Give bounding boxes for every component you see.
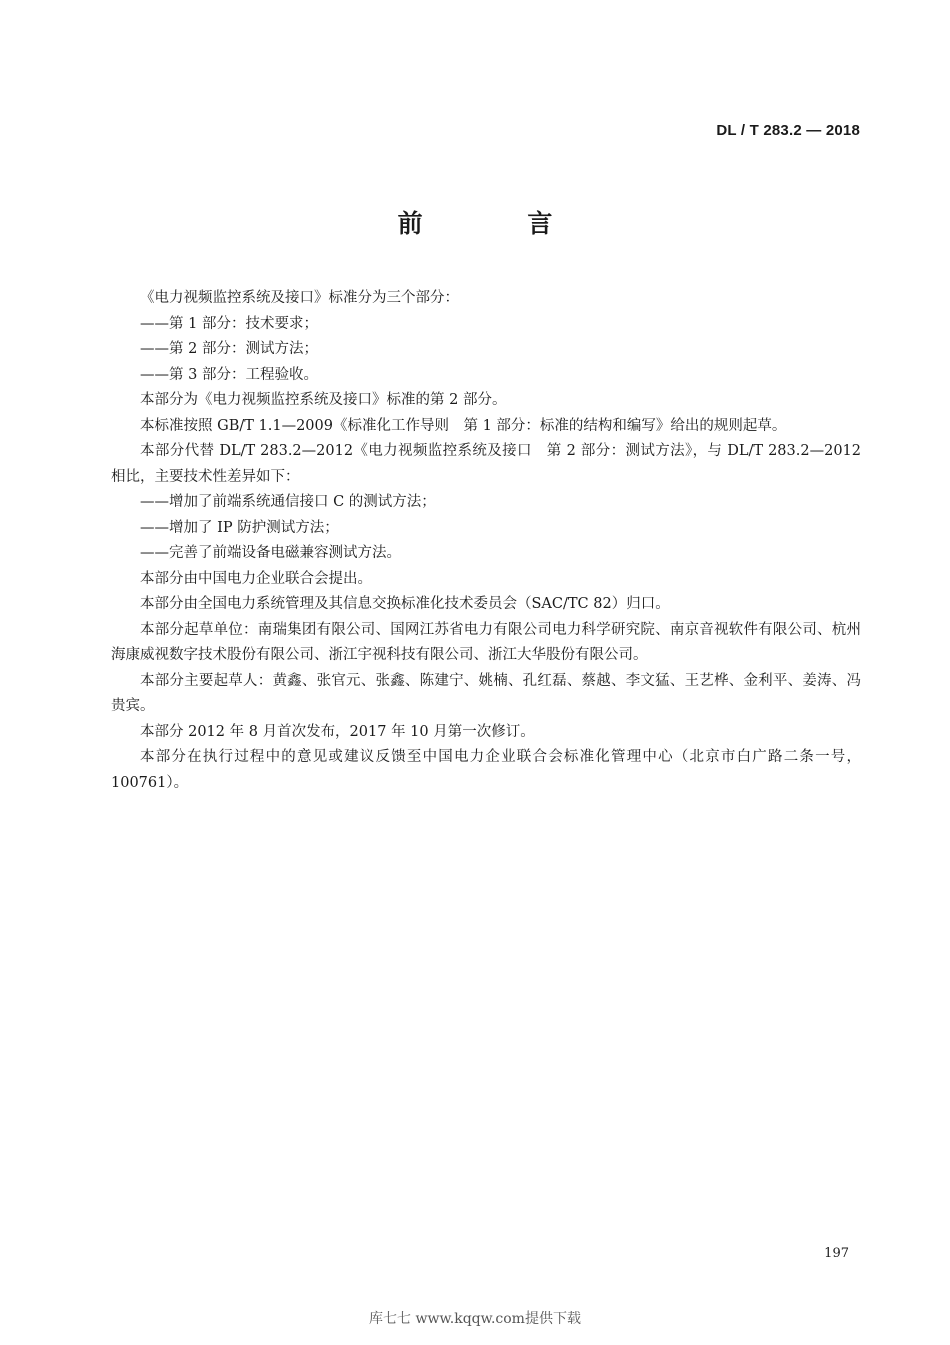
foreword-body <box>111 286 861 796</box>
paragraph: 本部分由全国电力系统管理及其信息交换标准化技术委员会（SAC/TC 82）归口。 <box>140 596 670 612</box>
paragraph: 本部分在执行过程中的意见或建议反馈至中国电力企业联合会标准化管理中心（北京市白广路二条一号，100761）。 <box>111 749 861 791</box>
list-item: ——第 2 部分：测试方法； <box>140 341 318 357</box>
list-item: ——第 1 部分：技术要求； <box>140 315 318 332</box>
paragraph: 本部分由中国电力企业联合会提出。 <box>140 570 372 587</box>
list-item: ——增加了前端系统通信接口 C 的测试方法； <box>140 494 436 510</box>
paragraph: 本部分 2012 年 8 月首次发布，2017 年 10 月第一次修订。 <box>140 723 535 740</box>
page-number: 197 <box>824 1246 849 1261</box>
paragraph: 本部分主要起草人：黄鑫、张官元、张鑫、陈建宁、姚楠、孔红磊、蔡越、李文猛、王艺桦、金利平、姜涛、冯贵宾。 <box>111 672 861 714</box>
list-item: ——增加了 IP 防护测试方法； <box>140 519 339 536</box>
list-item: ——完善了前端设备电磁兼容测试方法。 <box>140 545 401 561</box>
paragraph: 本部分代替 DL/T 283.2—2012《电力视频监控系统及接口 第 2 部分：测试方法》，与 DL/T 283.2—2012 相比，主要技术性差异如下： <box>111 443 861 485</box>
page-title: 前 言 <box>397 209 601 238</box>
paragraph: 本部分起草单位：南瑞集团有限公司、国网江苏省电力有限公司电力科学研究院、南京音视软件有限公司、杭州海康威视数字技术股份有限公司、浙江宇视科技有限公司、浙江大华股份有限公司。 <box>111 621 861 663</box>
list-item: ——第 3 部分：工程验收。 <box>140 366 318 383</box>
paragraph: 《电力视频监控系统及接口》标准分为三个部分： <box>140 290 459 306</box>
paragraph: 本部分为《电力视频监控系统及接口》标准的第 2 部分。 <box>140 392 507 408</box>
paragraph: 本标准按照 GB/T 1.1—2009《标准化工作导则 第 1 部分：标准的结构和编写》给出的规则起草。 <box>140 417 787 434</box>
footer-watermark: 库七七 www.kqqw.com提供下载 <box>369 1311 581 1327</box>
standard-code: DL / T 283.2 — 2018 <box>716 122 860 139</box>
